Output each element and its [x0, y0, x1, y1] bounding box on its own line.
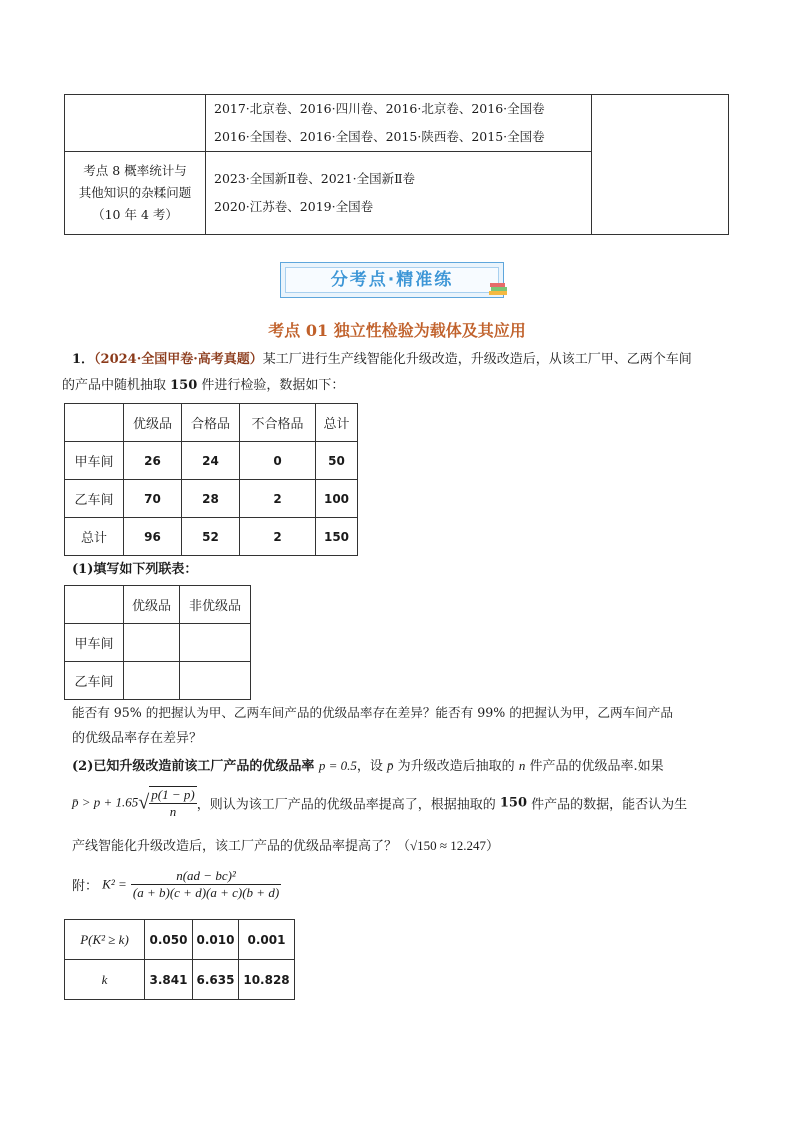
contingency-table — [64, 585, 251, 700]
data-table — [64, 403, 358, 556]
sqrt-symbol: √ — [138, 791, 150, 814]
intro-text: 某工厂进行生产线智能化升级改造，升级改造后，从该工厂甲、乙两个车间 — [262, 352, 692, 367]
condition-formula: p̄ > p + 1.65 — [72, 794, 139, 810]
banner-text: 分考点·精准练 — [285, 267, 499, 293]
source-line: 2016·全国卷、2016·全国卷、2015·陕西卷、2015·全国卷 — [214, 129, 545, 144]
problem-source: （2024·全国甲卷·高考真题） — [94, 352, 263, 367]
table-cell: 0 — [240, 442, 316, 480]
sqrt-value: √150 ≈ 12.247 — [410, 838, 487, 853]
condition-fraction — [149, 786, 196, 820]
blank-cell[interactable] — [124, 662, 180, 700]
fraction-denominator: (a + b)(c + d)(a + c)(b + d) — [132, 885, 280, 900]
question-line: 能否有 95% 的把握认为甲、乙两车间产品的优级品率存在差异？能否有 99% 的把握认为甲，乙两车间产品 — [72, 705, 673, 720]
fraction-numerator: n(ad − bc)² — [131, 868, 281, 885]
row-label: P(K² ≥ k) — [65, 920, 145, 960]
intro-number: 150 — [170, 378, 198, 393]
table-cell: 28 — [182, 480, 240, 518]
part2-line-1 — [72, 753, 732, 780]
row-label: k — [65, 960, 145, 1000]
critical-value-table — [64, 919, 295, 1000]
table-row — [65, 920, 295, 960]
table-row — [65, 442, 358, 480]
problem-intro — [62, 347, 732, 399]
intro-line-2 — [62, 373, 732, 399]
part2-text: ，设 — [356, 759, 388, 774]
part2-text: ，则认为该工厂产品的优级品率提高了，根据抽取的 — [196, 797, 500, 813]
fraction-denominator: n — [169, 804, 177, 819]
header-cell — [65, 586, 124, 624]
table-cell: 96 — [124, 518, 182, 556]
part1-label: (1)填写如下列联表： — [72, 562, 198, 577]
table-row — [65, 960, 295, 1000]
source-line: 2023·全国新Ⅱ卷、2021·全国新Ⅱ卷 — [214, 171, 416, 186]
math-pbar: p̄ — [387, 758, 394, 773]
appendix-label: 附： — [72, 879, 99, 894]
table-row — [65, 662, 251, 700]
appendix-formula — [72, 868, 281, 901]
table-cell: 0.050 — [145, 920, 193, 960]
summary-cell-sources — [206, 152, 592, 235]
part1-question — [72, 700, 732, 752]
section-title: 考点 01 独立性检验为载体及其应用 — [268, 321, 526, 340]
header-cell: 优级品 — [124, 404, 182, 442]
source-line: 2017·北京卷、2016·四川卷、2016·北京卷、2016·全国卷 — [214, 101, 545, 116]
k2-fraction — [131, 868, 281, 901]
table-cell: 2 — [240, 480, 316, 518]
row-label: 总计 — [65, 518, 124, 556]
kaodian-cell — [65, 152, 206, 235]
summary-cell-right — [592, 95, 729, 235]
row-label: 甲车间 — [65, 442, 124, 480]
table-cell: 26 — [124, 442, 182, 480]
table-cell: 150 — [316, 518, 358, 556]
fraction-numerator: p(1 − p) — [151, 787, 195, 802]
header-cell: 非优级品 — [180, 586, 251, 624]
part2-line-2 — [72, 786, 732, 820]
table-row — [65, 624, 251, 662]
kaodian-line: 其他知识的杂糅问题 — [78, 185, 192, 200]
k2-lhs: K² = — [102, 876, 127, 892]
part2-number: 150 — [499, 795, 527, 811]
question-line: 的优级品率存在差异？ — [72, 731, 203, 746]
source-line: 2020·江苏卷、2019·全国卷 — [214, 199, 374, 214]
summary-table — [64, 94, 729, 235]
part2-line-3 — [72, 833, 732, 860]
table-header-row — [65, 586, 251, 624]
intro-text: 件进行检验，数据如下： — [197, 378, 345, 393]
intro-text: 的产品中随机抽取 — [62, 378, 171, 393]
math-n: n — [518, 758, 526, 773]
table-cell: 3.841 — [145, 960, 193, 1000]
row-label: 甲车间 — [65, 624, 124, 662]
table-cell: 0.010 — [193, 920, 239, 960]
table-cell: 100 — [316, 480, 358, 518]
books-icon — [487, 277, 511, 301]
table-row — [65, 518, 358, 556]
table-row — [65, 480, 358, 518]
part2-text: 为升级改造后抽取的 — [393, 759, 519, 774]
table-cell: 24 — [182, 442, 240, 480]
part2-text: 件产品的数据，能否认为生 — [527, 797, 688, 813]
header-cell: 合格品 — [182, 404, 240, 442]
table-cell: 2 — [240, 518, 316, 556]
table-header-row — [65, 404, 358, 442]
problem-number: 1． — [72, 352, 95, 367]
blank-cell[interactable] — [124, 624, 180, 662]
header-cell: 不合格品 — [240, 404, 316, 442]
part2-text: 件产品的优级品率.如果 — [525, 759, 664, 774]
blank-cell[interactable] — [180, 624, 251, 662]
math-p: p = 0.5 — [318, 758, 357, 773]
section-banner — [280, 262, 504, 298]
header-cell: 总计 — [316, 404, 358, 442]
table-cell: 0.001 — [239, 920, 295, 960]
row-label: 乙车间 — [65, 662, 124, 700]
summary-row-1 — [65, 95, 729, 152]
part2-text: 产线智能化升级改造后，该工厂产品的优级品率提高了？（ — [72, 839, 411, 854]
table-cell: 6.635 — [193, 960, 239, 1000]
table-cell: 52 — [182, 518, 240, 556]
summary-cell-sources — [206, 95, 592, 152]
header-cell — [65, 404, 124, 442]
kaodian-line: （10 年 4 考） — [92, 207, 178, 222]
header-cell: 优级品 — [124, 586, 180, 624]
blank-cell[interactable] — [180, 662, 251, 700]
table-cell: 10.828 — [239, 960, 295, 1000]
part2-text: ） — [486, 839, 500, 854]
row-label: 乙车间 — [65, 480, 124, 518]
summary-cell-empty — [65, 95, 206, 152]
table-cell: 50 — [316, 442, 358, 480]
table-cell: 70 — [124, 480, 182, 518]
kaodian-line: 考点 8 概率统计与 — [83, 163, 187, 178]
part2-text: (2)已知升级改造前该工厂产品的优级品率 — [72, 759, 319, 774]
intro-line-1 — [72, 347, 732, 373]
